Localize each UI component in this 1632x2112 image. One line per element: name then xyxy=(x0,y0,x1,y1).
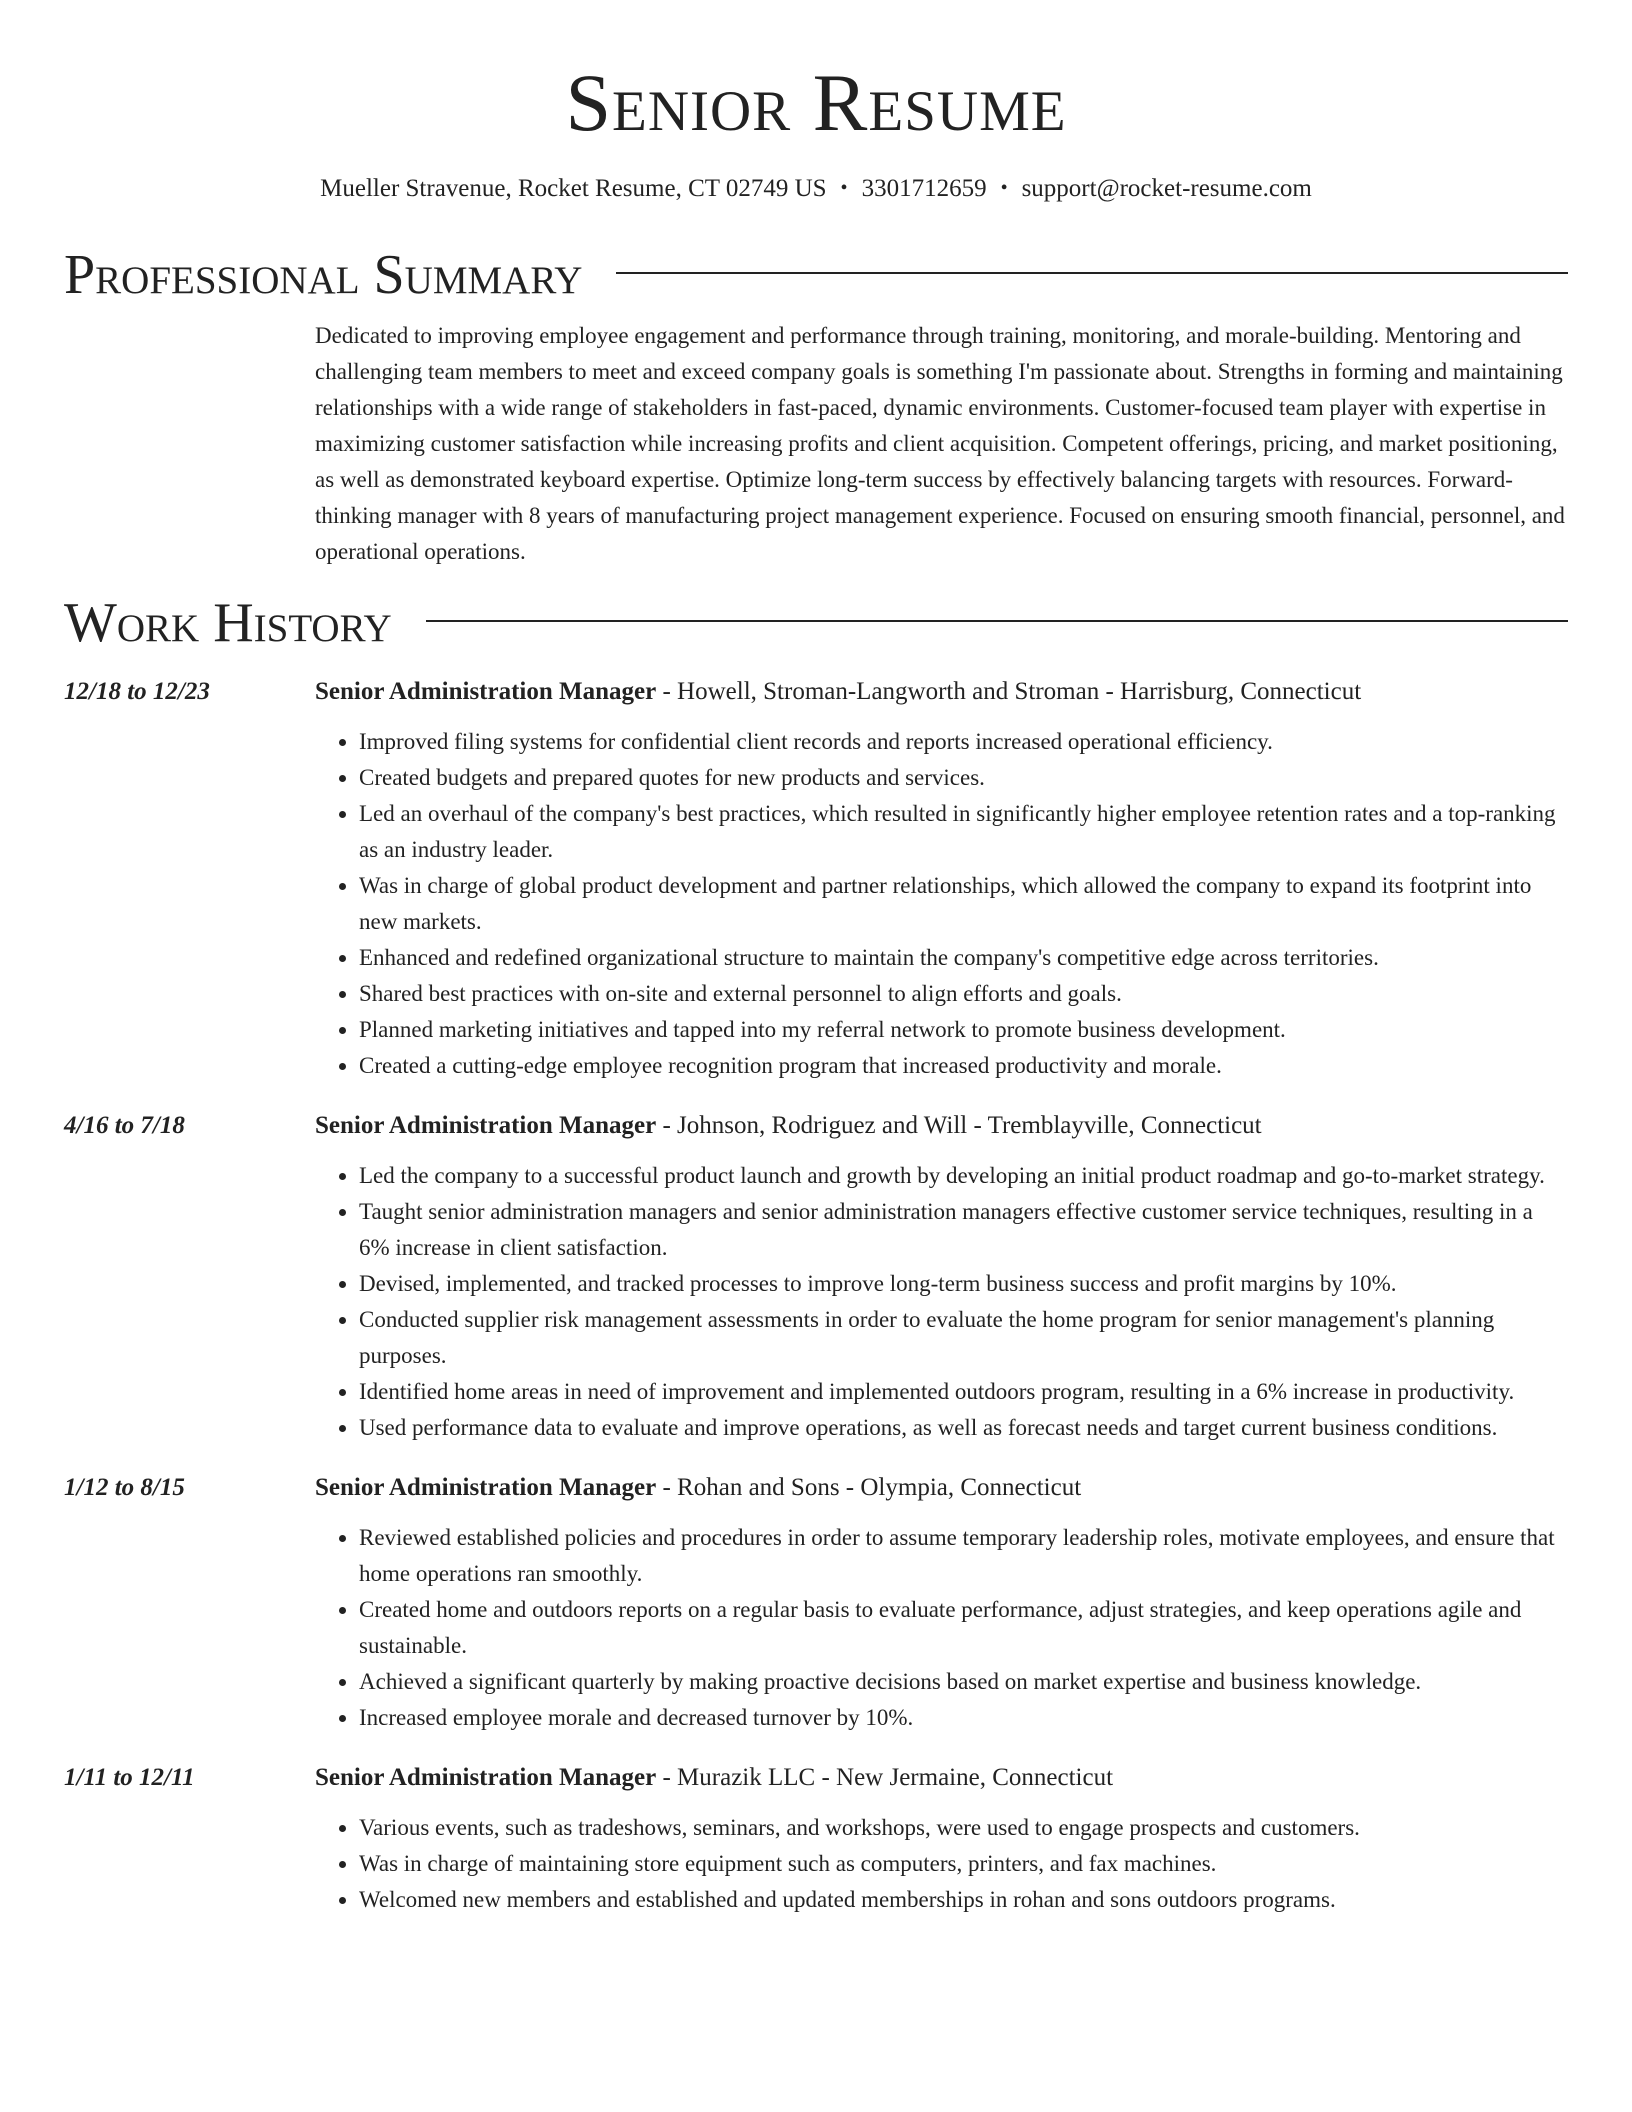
job-dates: 12/18 to 12/23 xyxy=(64,678,210,705)
job-bullets xyxy=(315,1810,1568,1918)
resume-name: Senior Resume xyxy=(565,57,1067,148)
job-bullet: • Devised, implemented, and tracked processes to improve long-term business success and profit margins by 10%. xyxy=(359,1266,1568,1302)
contact-separator: • xyxy=(1000,177,1008,199)
job-dates: 4/16 to 7/18 xyxy=(64,1112,185,1139)
section-divider xyxy=(616,272,1568,274)
work-history-list xyxy=(64,674,1568,1918)
job-heading xyxy=(315,1760,1568,1796)
job-details: - Johnson, Rodriguez and Will - Tremblayville, Connecticut xyxy=(656,1112,1262,1139)
summary-title: Professional Summary xyxy=(64,244,583,306)
contact-line xyxy=(64,174,1568,204)
job-role: Senior Administration Manager xyxy=(315,1112,657,1139)
job-body xyxy=(315,1470,1568,1736)
job-dates: 1/12 to 8/15 xyxy=(64,1474,185,1501)
job-bullet: • Shared best practices with on-site and external personnel to align efforts and goals. xyxy=(359,976,1568,1012)
job-bullet: • Created home and outdoors reports on a regular basis to evaluate performance, adjust strategies, and keep operations agile and sustainable. xyxy=(359,1592,1568,1664)
job-entry xyxy=(64,1470,1568,1736)
section-divider xyxy=(426,620,1568,622)
job-details: - Rohan and Sons - Olympia, Connecticut xyxy=(656,1474,1082,1501)
summary-text: Dedicated to improving employee engagement and performance through training, monitoring, and morale-building. Mentoring and challenging team members to meet and exceed company goals is something I'm passionate about. Strengths in forming and maintaining relationships with a wide range of stakeholders in fast-paced, dynamic environments. Customer-focused team player with expertise in maximizing customer satisfaction while increasing profits and client acquisition. Competent offerings, pricing, and market positioning, as well as demonstrated keyboard expertise. Optimize long-term success by effectively balancing targets with resources. Forward-thinking manager with 8 years of manufacturing project management experience. Focused on ensuring smooth financial, personnel, and operational operations. xyxy=(315,323,1565,564)
job-body xyxy=(315,1760,1568,1918)
job-bullet: • Identified home areas in need of improvement and implemented outdoors program, resulting in a 6% increase in productivity. xyxy=(359,1374,1568,1410)
job-bullet: • Led an overhaul of the company's best practices, which resulted in significantly higher employee retention rates and a top-ranking as an industry leader. xyxy=(359,796,1568,868)
job-bullet: • Planned marketing initiatives and tapped into my referral network to promote business development. xyxy=(359,1012,1568,1048)
job-bullet: • Taught senior administration managers and senior administration managers effective customer service techniques, resulting in a 6% increase in client satisfaction. xyxy=(359,1194,1568,1266)
job-bullets xyxy=(315,1520,1568,1736)
job-bullet: • Conducted supplier risk management assessments in order to evaluate the home program for senior management's planning purposes. xyxy=(359,1302,1568,1374)
job-role: Senior Administration Manager xyxy=(315,1764,657,1791)
work-section-header xyxy=(64,590,1568,656)
job-heading xyxy=(315,674,1568,710)
work-title: Work History xyxy=(64,592,392,654)
job-heading xyxy=(315,1108,1568,1144)
job-bullet: • Used performance data to evaluate and improve operations, as well as forecast needs and target current business conditions. xyxy=(359,1410,1568,1446)
job-bullet: • Reviewed established policies and procedures in order to assume temporary leadership roles, motivate employees, and ensure that home operations ran smoothly. xyxy=(359,1520,1568,1592)
job-body xyxy=(315,1108,1568,1446)
job-entry xyxy=(64,674,1568,1084)
job-bullet: • Achieved a significant quarterly by making proactive decisions based on market expertise and business knowledge. xyxy=(359,1664,1568,1700)
job-bullet: • Improved filing systems for confidential client records and reports increased operational efficiency. xyxy=(359,724,1568,760)
job-role: Senior Administration Manager xyxy=(315,678,657,705)
job-bullet: • Increased employee morale and decreased turnover by 10%. xyxy=(359,1700,1568,1736)
contact-email[interactable]: support@rocket-resume.com xyxy=(1021,175,1312,202)
job-bullet: • Enhanced and redefined organizational structure to maintain the company's competitive edge across territories. xyxy=(359,940,1568,976)
job-bullet: • Was in charge of maintaining store equipment such as computers, printers, and fax machines. xyxy=(359,1846,1568,1882)
job-bullets xyxy=(315,724,1568,1084)
contact-address: Mueller Stravenue, Rocket Resume, CT 02749 US xyxy=(320,175,827,202)
job-bullet: • Was in charge of global product development and partner relationships, which allowed the company to expand its footprint into new markets. xyxy=(359,868,1568,940)
job-heading xyxy=(315,1470,1568,1506)
job-details: - Howell, Stroman-Langworth and Stroman - Harrisburg, Connecticut xyxy=(656,678,1362,705)
job-entry xyxy=(64,1760,1568,1918)
contact-separator: • xyxy=(840,177,848,199)
job-bullets xyxy=(315,1158,1568,1446)
job-details: - Murazik LLC - New Jermaine, Connecticut xyxy=(656,1764,1114,1791)
job-bullet: • Created budgets and prepared quotes for new products and services. xyxy=(359,760,1568,796)
job-bullet: • Led the company to a successful product launch and growth by developing an initial product roadmap and go-to-market strategy. xyxy=(359,1158,1568,1194)
summary-section-header xyxy=(64,242,1568,308)
job-bullet: • Welcomed new members and established and updated memberships in rohan and sons outdoors programs. xyxy=(359,1882,1568,1918)
job-bullet: • Various events, such as tradeshows, seminars, and workshops, were used to engage prospects and customers. xyxy=(359,1810,1568,1846)
contact-phone: 3301712659 xyxy=(861,175,987,202)
job-body xyxy=(315,674,1568,1084)
resume-page xyxy=(64,0,1568,1918)
job-dates: 1/11 to 12/11 xyxy=(64,1764,195,1791)
job-role: Senior Administration Manager xyxy=(315,1474,657,1501)
job-bullet: • Created a cutting-edge employee recognition program that increased productivity and morale. xyxy=(359,1048,1568,1084)
job-entry xyxy=(64,1108,1568,1446)
